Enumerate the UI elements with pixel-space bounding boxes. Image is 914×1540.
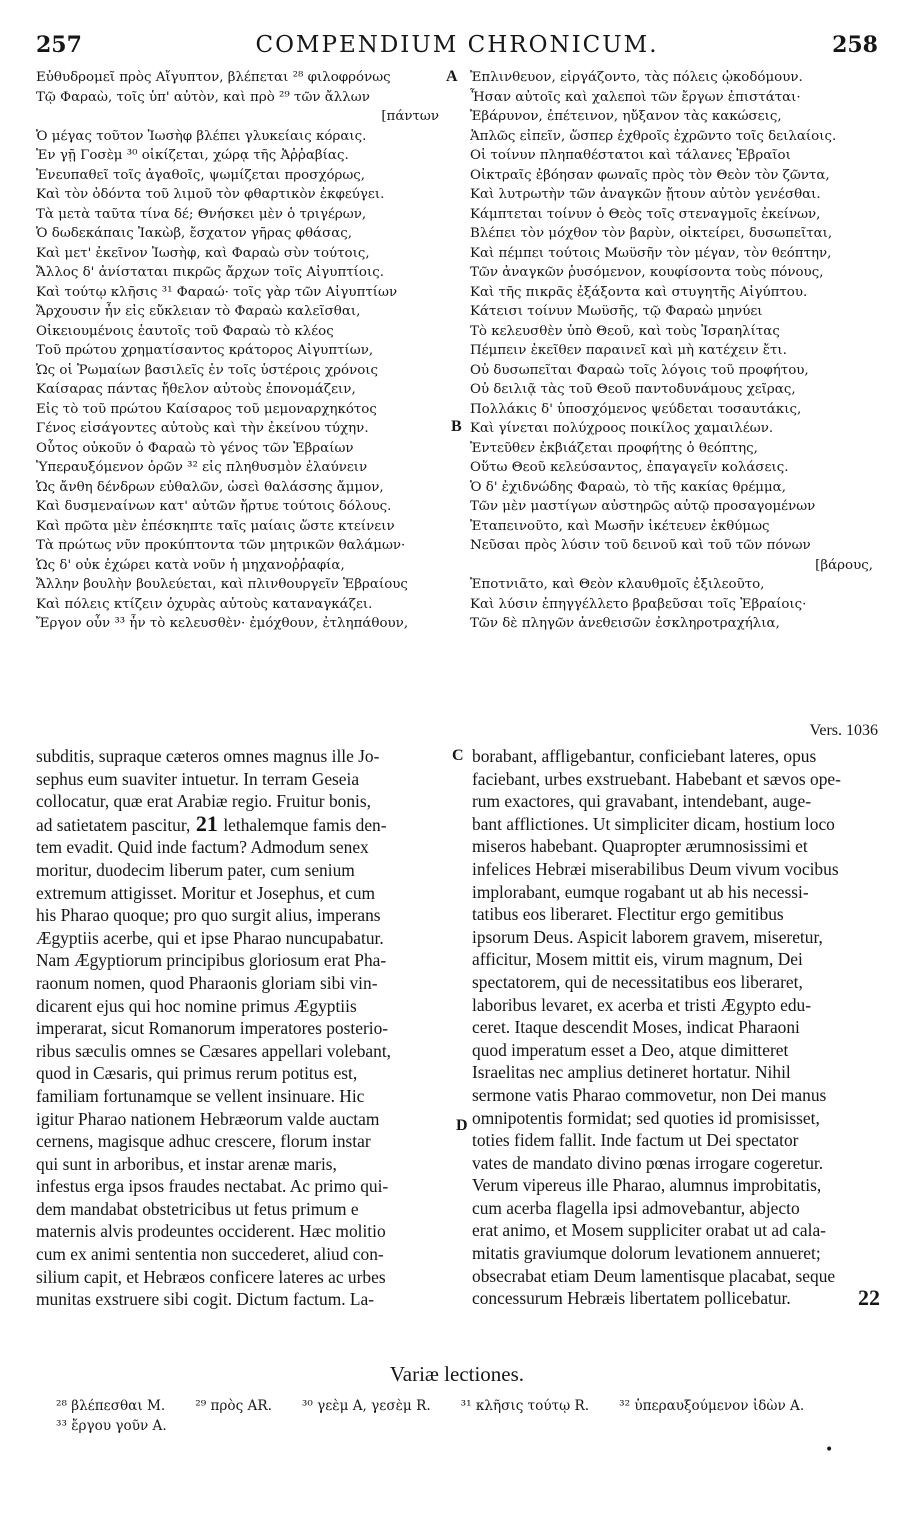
text-line: bant afflictiones. Ut simpliciter dicam, hostium loco [472,813,835,834]
text-line: Ὡς ἄνθη δένδρων εὐθαλῶν, ὡσεὶ θαλάσσης ἄμμον, [36,479,384,495]
text-line: Ὁ μέγας τοῦτον Ἰωσὴφ βλέπει γλυκείαις κόραις. [36,128,367,144]
text-line: dem mandabat obstetricibus ut fetus primum e [36,1198,359,1219]
text-line: Καὶ τούτῳ κλῆσις ³¹ Φαραώ· τοῖς γὰρ τῶν Αἰγυπτίων [36,284,398,300]
variant-note: ³¹ κλῆσις τούτῳ R. [460,1398,590,1414]
text-line: Οἰκτραῖς ἐβόησαν φωναῖς πρὸς τὸν Θεὸν τὸν ζῶντα, [470,167,830,183]
text-line: Τὰ μετὰ ταῦτα τίνα δέ; Θνήσκει μὲν ὁ τριγέρων, [36,206,367,222]
text-line: Οὕτω Θεοῦ κελεύσαντος, ἐπαγαγεῖν κολάσεις. [470,460,789,475]
text-line: Ἐνευπαθεῖ τοῖς ἀγαθοῖς, ψωμίζεται προσχόρως, [36,167,366,183]
text-line: Ἐν γῇ Γοσὲμ ³⁰ οἰκίζεται, χώρᾳ τῆς Ἀῤῥαβίας. [36,148,349,163]
text-line: Πολλάκις δ' ὑποσχόμενος ψεύδεται τοσαυτάκις, [470,401,802,417]
text-line: borabant, affligebantur, conficiebant lateres, opus [472,746,817,766]
text-line: Nam Ægyptiorum principibus gloriosum erat Pha- [36,950,387,971]
text-line: faciebant, urbes exstruebant. Habebant et sævos ope- [472,768,841,789]
text-line: ipsorum Deus. Aspicit laborem gravem, miseretur, [472,926,823,947]
text-line: Ἐποτνιᾶτο, καὶ Θεὸν κλαυθμοῖς ἐξιλεοῦτο, [470,577,765,592]
text-line: cum acerba flagella ipsi admovebantur, abjecto [472,1197,800,1218]
text-line: toties fidem fallit. Inde factum ut Dei spectator [472,1130,799,1151]
text-line: [βάρους, [815,557,873,573]
text-line: imperarat, sicut Romanorum imperatores posterio- [36,1018,389,1039]
text-line: Τῶν δὲ πληγῶν ἀνεθεισῶν ἐσκληροτραχήλια, [470,616,780,631]
text-line: Τῶν μὲν μαστίγων αὐστηρῶς αὐτῷ προσαγομένων [470,499,816,514]
variant-note: ³⁰ γεὲμ A, γεσὲμ R. [301,1398,431,1414]
text-line [472,1287,880,1310]
text-line: qui sunt in arboribus, et instar arenæ maris, [36,1153,337,1174]
latin-translation-column-left [36,745,444,1311]
text-line: Καὶ πέμπει τούτοις Μωϋσῆν τὸν μέγαν, τὸν θεόπτην, [470,245,832,261]
text-line: Ἄλλην βουλὴν βουλεύεται, καὶ πλινθουργεῖν Ἑβραίους [36,577,408,592]
greek-verse-column-left [36,68,451,634]
text-line: Ὑπεραυξόμενον ὁρῶν ³² εἰς πληθυσμὸν ἐλαύνειν [36,460,368,475]
text-line: Ἐντεῦθεν ἐκβιάζεται προφήτης ὁ θεόπτης, [470,440,758,456]
text-line: omnipotentis formidat; sed quoties id promisisset, [472,1107,820,1128]
text-line: Τῶν ἀναγκῶν ῥυσόμενον, κουφίσοντα τοὺς πόνους, [470,265,824,280]
text-line: Καὶ λυτρωτὴν τῶν ἀναγκῶν ᾔτουν αὐτὸν γενέσθαι. [470,187,821,202]
text-line: quod imperatum esset a Deo, atque dimitteret [472,1039,789,1060]
text-line: Οὐ δυσωπεῖται Φαραὼ τοῖς λόγοις τοῦ προφήτου, [470,362,809,378]
variant-note: ²⁹ πρὸς AR. [195,1398,272,1414]
text-line: tatibus eos liberaret. Flectitur ergo gemitibus [472,904,784,925]
text-line: subditis, supraque cæteros omnes magnus ille Jo- [36,746,380,766]
text-line: Ἐταπεινοῦτο, καὶ Μωσῆν ἱκέτευεν ἐκθύμως [470,518,770,534]
text-line: Εὐθυδρομεῖ πρὸς Αἴγυπτον, βλέπεται ²⁸ φιλοφρόνως [36,70,391,85]
text-line: Νεῦσαι πρὸς λύσιν τοῦ δεινοῦ καὶ τοῦ τῶν πόνων [470,538,811,553]
text-line: maternis alvis prodeuntes occiderent. Hæc molitio [36,1221,386,1242]
margin-marker-a: A [446,68,458,85]
running-title: COMPENDIUM CHRONICUM. [255,32,659,58]
variae-lectiones-heading: Variæ lectiones. [389,1362,525,1386]
text-line: Τοῦ πρώτου χρηματίσαντος κράτορος Αἰγυπτίων, [36,343,374,358]
text-line: Τῷ Φαραὼ, τοῖς ὑπ' αὐτὸν, καὶ πρὸ ²⁹ τῶν ἄλλων [36,89,370,105]
text-line: Καίσαρας πάντας ἤθελον αὐτοὺς ἐπονομάζειν, [36,382,356,397]
stray-mark: • [825,1442,834,1458]
text-line: Εἰς τὸ τοῦ πρώτου Καίσαρος τοῦ μεμοναρχηκότος [36,401,377,417]
text-line: tem evadit. Quid inde factum? Admodum senex [36,837,369,858]
variant-readings [56,1396,884,1436]
text-line: Καὶ δυσμεναίνων κατ' αὐτῶν ἤρτυε τούτοις δόλους. [36,499,392,514]
column-number: 22 [858,1287,880,1310]
text-line: implorabant, eumque rogabant ut ab his necessi- [472,881,809,902]
text-line: infelices Hebræi miserabilibus Deum vivum vocibus [472,858,839,879]
text-line: rum exactores, qui gravabant, intendebant, auge- [472,791,811,812]
column-number: 21 [190,812,224,836]
text-line: Israelitas nec amplius detineret hortatur. Nihil [472,1062,791,1083]
text-line: sephus eum suaviter intuetur. In terram Geseia [36,768,360,789]
text-line: Καὶ πρῶτα μὲν ἐπέσκηπτε ταῖς μαίαις ὥστε κτείνειν [36,518,395,534]
text-line: ribus sæculis omnes se Cæsares appellari volebant, [36,1040,391,1061]
text-line: dicarent ejus qui hoc nomine primus Ægyptiis [36,995,357,1016]
text-line: Οἰκειουμένοις ἑαυτοῖς τοῦ Φαραὼ τὸ κλέος [36,323,334,339]
text-line: his Pharao quoque; pro quo surgit alius, imperans [36,905,381,926]
text-line: Ἔργον οὖν ³³ ἦν τὸ κελευσθὲν· ἐμόχθουν, ἐτληπάθουν, [36,616,409,631]
text-line: [πάντων [381,109,439,124]
text-line: munitas exstruere sibi cogit. Dictum factum. La- [36,1289,375,1310]
text-line: Ἄλλος δ' ἀνίσταται πικρῶς ἄρχων τοῖς Αἰγυπτίοις. [36,265,384,280]
text-line: Καὶ τῆς πικρᾶς ἐξάξοντα καὶ στυγητῆς Αἰγύπτου. [470,284,808,300]
text-line: Verum vipereus ille Pharao, alumnus improbitatis, [472,1175,822,1196]
text-line: miseros habebant. Quapropter ærumnosissimi et [472,836,808,857]
text-line: spectatorem, qui de necessitatibus eos liberaret, [472,971,803,992]
text-line: extremum attigisset. Moritur et Josephus, et cum [36,882,376,903]
text-line: Τὸ κελευσθὲν ὑπὸ Θεοῦ, καὶ τοὺς Ἰσραηλίτας [470,323,780,339]
text-line: Ἁπλῶς εἰπεῖν, ὥσπερ ἐχθροῖς ἐχρῶντο τοῖς δειλαίοις. [470,128,837,144]
page-header [36,30,878,64]
variant-note: ³² ὑπεραυξούμενον ἰδὼν A. [619,1398,805,1414]
text-line: Ὁ δ' ἐχιδνώδης Φαραὼ, τὸ τῆς κακίας θρέμμα, [470,479,786,495]
text-line: Ὁ δωδεκάπαις Ἰακὼβ, ἔσχατον γῆρας φθάσας, [36,226,353,241]
text-line: Οὗτος οὐκοῦν ὁ Φαραὼ τὸ γένος τῶν Ἑβραίων [36,440,354,456]
left-page-number: 257 [36,32,82,58]
text-line [36,813,444,837]
text-line: Ἐβάρυνον, ἐπέτεινον, ηὔξανον τὰς κακώσεις, [470,109,782,124]
text-line: Τὰ πρώτως νῦν προκύπτοντα τῶν μητρικῶν θαλάμων· [36,538,406,553]
text-line: quod in Cæsaris, qui primus rerum potitus est, [36,1063,358,1084]
variant-note: ³³ ἔργου γοῦν A. [56,1418,167,1434]
text-line: Πέμπειν ἐκεῖθεν παραινεῖ καὶ μὴ κατέχειν ἔτι. [470,343,787,358]
text-line: erat animo, et Mosem suppliciter orabat ut ad cala- [472,1220,826,1241]
text-segment: ad satietatem pascitur, [36,814,191,835]
text-line: infestus erga ipsos fraudes nectabat. Ac primo qui- [36,1176,389,1197]
text-line: collocatur, quæ erat Arabiæ regio. Fruitur bonis, [36,791,371,812]
text-line: Καὶ γίνεται πολύχροος ποικίλος χαμαιλέων. [470,421,774,436]
variant-readings-row [56,1416,884,1436]
text-line: Οὐ δειλιᾷ τὰς τοῦ Θεοῦ παντοδυνάμους χεῖρας, [470,382,796,397]
text-line: Βλέπει τὸν μόχθον τὸν βαρὺν, οἰκτείρει, δυσωπεῖται, [470,226,833,241]
text-line: Κάμπτεται τοίνυν ὁ Θεὸς τοῖς στεναγμοῖς ἐκείνων, [470,206,821,222]
margin-marker-c: C [452,747,464,764]
latin-translation-column-right [472,745,880,1310]
text-line: obsecrabat etiam Deum lamentisque placabat, seque [472,1265,836,1286]
text-line: igitur Pharao nationem Hebræorum valde auctam [36,1108,380,1129]
margin-marker-b: B [451,418,462,435]
text-line: sermone vatis Pharao commovetur, non Dei manus [472,1084,827,1105]
margin-marker-d: D [456,1117,468,1134]
text-line: Κάτεισι τοίνυν Μωϋσῆς, τῷ Φαραὼ μηνύει [470,304,763,319]
text-line: Καὶ λύσιν ἐπηγγέλλετο βραβεῦσαι τοῖς Ἑβραίοις· [470,596,807,612]
text-line: raonum nomen, quod Pharaonis gloriam sibi vin- [36,972,378,993]
text-segment: lethalemque famis den- [223,814,387,835]
variant-note: ²⁸ βλέπεσθαι M. [56,1398,166,1414]
verse-number: Vers. 1036 [809,722,878,739]
text-line: Γένος εἰσάγοντες αὐτοὺς καὶ τὴν ἐκείνου τύχην. [36,421,369,436]
text-line: Ἐπλινθευον, εἰργάζοντο, τὰς πόλεις ᾠκοδόμουν. [470,70,803,85]
text-line: afficitur, Mosem mittit eis, virum magnum, Dei [472,949,803,970]
text-line: Καὶ μετ' ἐκεῖνον Ἰωσὴφ, καὶ Φαραὼ σὺν τούτοις, [36,245,370,261]
text-line: moritur, duodecim liberum pater, cum senium [36,859,355,880]
text-line: Οἱ τοίνυν πληπαθέστατοι καὶ τάλανες Ἑβραῖοι [470,148,791,163]
text-line: Ἄρχουσιν ἦν εἰς εὔκλειαν τὸ Φαραὼ καλεῖσθαι, [36,304,361,319]
text-line: Καὶ πόλεις κτίζειν ὀχυρὰς αὐτοὺς καταναγκάζει. [36,596,373,612]
text-line: vates de mandato divino pœnas irrogare cogeretur. [472,1152,824,1173]
text-line: Ὡς δ' οὐκ ἐχώρει κατὰ νοῦν ἡ μηχανοῤῥαφία, [36,557,345,573]
text-line: mitatis graviumque dolorum levationem annueret; [472,1243,821,1264]
text-line: Ægyptiis acerbe, qui et ipse Pharao nuncupabatur. [36,927,384,948]
variant-readings-row [56,1396,884,1416]
greek-verse-column-right [470,68,885,634]
text-line: ceret. Itaque descendit Moses, indicat Pharaoni [472,1017,800,1038]
text-line: laboribus levaret, ex acerba et tristi Ægypto edu- [472,994,811,1015]
text-line: cum ex animi sententia non succederet, aliud con- [36,1244,384,1265]
text-line: cernens, magisque adhuc crescere, florum instar [36,1131,371,1152]
text-segment: concessurum Hebræis libertatem pollicebatur. [472,1288,791,1309]
text-line: Ὡς οἱ Ῥωμαίων βασιλεῖς ἐν τοῖς ὑστέροις χρόνοις [36,362,379,378]
text-line: Ἦσαν αὐτοῖς καὶ χαλεποὶ τῶν ἔργων ἐπιστάται· [470,89,801,105]
text-line: Καὶ τὸν ὀδόντα τοῦ λιμοῦ τὸν φθαρτικὸν ἐκφεύγει. [36,187,385,202]
right-page-number: 258 [832,32,878,58]
text-line: silium capit, et Hebræos conficere lateres ac urbes [36,1266,386,1287]
text-line: familiam fortunamque se vellent insinuare. Hic [36,1085,365,1106]
